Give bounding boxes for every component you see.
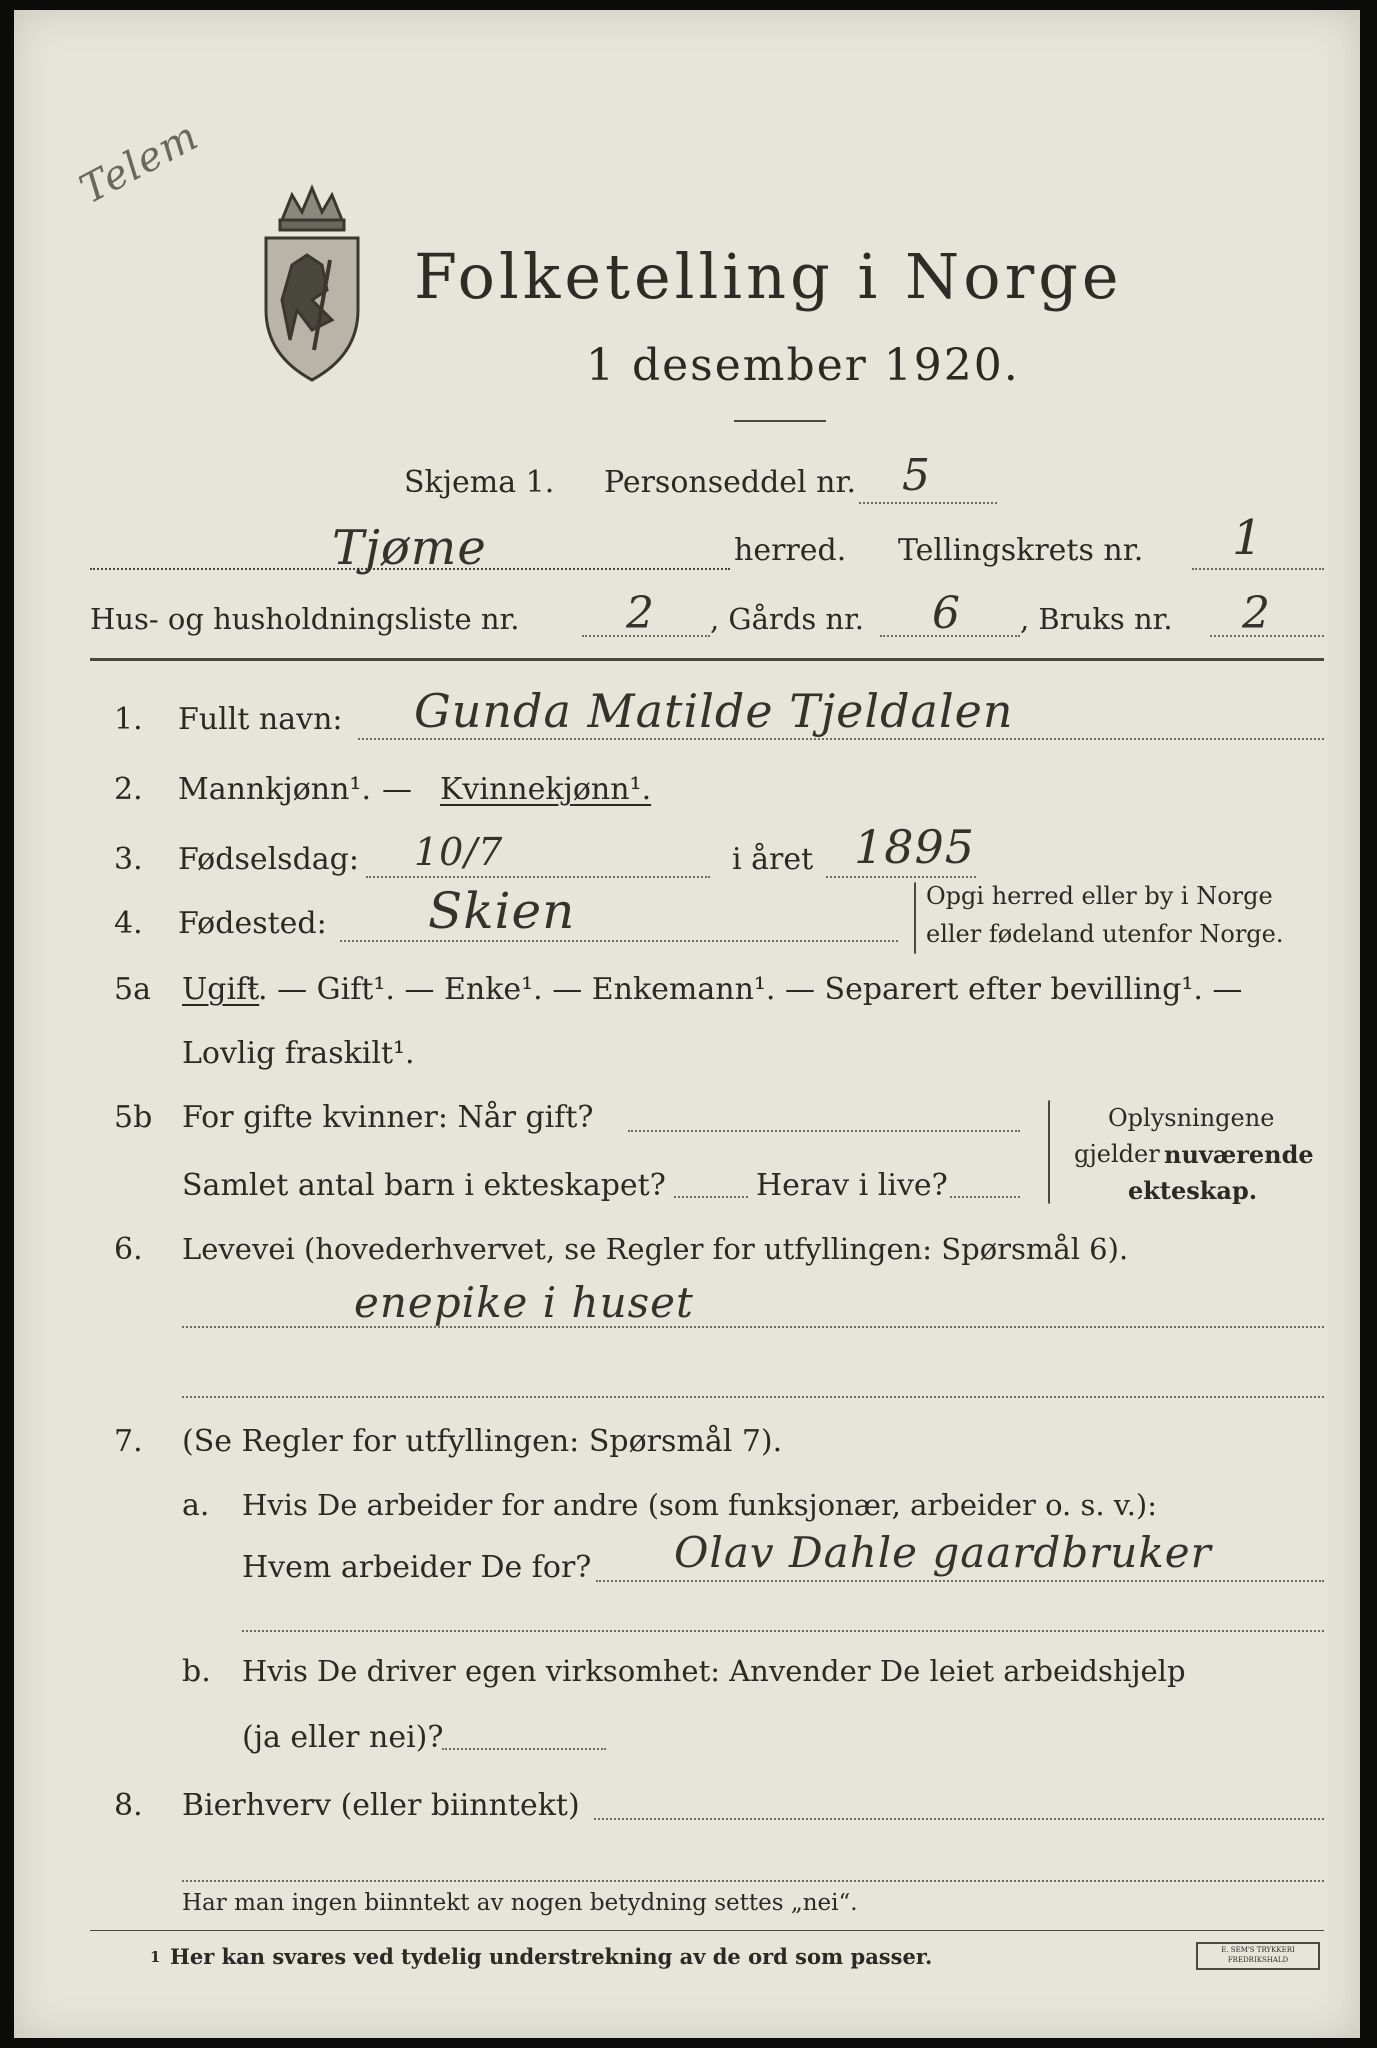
herred-label: herred. [734, 533, 847, 568]
bruks-label: , Bruks nr. [1020, 602, 1173, 636]
q6-label: Levevei (hovederhvervet, se Regler for utfyllingen: Spørsmål 6). [182, 1232, 1129, 1266]
q4-number: 4. [114, 906, 143, 941]
q7a-field-line [596, 1580, 1324, 1582]
q5b-note-line2b: nuværende [1164, 1140, 1314, 1169]
q7-label: (Se Regler for utfyllingen: Spørsmål 7). [182, 1424, 783, 1459]
q5b-when-married: For gifte kvinner: Når gift? [182, 1100, 594, 1135]
q7a-field-line-2 [242, 1630, 1324, 1632]
q5a-line2: Lovlig fraskilt¹. [182, 1036, 415, 1071]
form-title: Folketelling i Norge [414, 240, 1123, 313]
q5b-children-total: Samlet antal barn i ekteskapet? [182, 1168, 666, 1203]
q8-field-line [594, 1818, 1324, 1820]
gards-label: , Gårds nr. [710, 602, 864, 636]
q4-note-line2: eller fødeland utenfor Norge. [926, 920, 1284, 948]
q4-birthplace-value: Skien [428, 882, 576, 940]
q5b-number: 5b [114, 1100, 153, 1135]
q7a-employer-value: Olav Dahle gaardbruker [674, 1528, 1212, 1577]
header-divider [90, 658, 1324, 661]
bruks-value: 2 [1242, 588, 1271, 639]
q7a-line1: Hvis De arbeider for andre (som funksjonær, arbeider o. s. v.): [242, 1488, 1158, 1522]
q5a-ugift-option: Ugift [182, 972, 260, 1007]
footnote-divider [90, 1930, 1324, 1931]
title-divider [734, 420, 826, 422]
q5b-note-line3: ekteskap. [1128, 1176, 1258, 1205]
herred-value: Tjøme [332, 520, 487, 576]
q7b-line1: Hvis De driver egen virksomhet: Anvender De leiet arbeidshjelp [242, 1654, 1186, 1688]
q7b-letter: b. [182, 1654, 211, 1689]
q4-note-brace [914, 882, 916, 954]
q5b-note-line2a: gjelder [1074, 1140, 1160, 1168]
q5b-alive-field-line [950, 1196, 1020, 1198]
hus-label: Hus- og husholdningsliste nr. [90, 602, 520, 636]
personseddel-label: Personseddel nr. [604, 465, 857, 500]
q1-full-name-value: Gunda Matilde Tjeldalen [414, 684, 1014, 738]
q3-birthday-value: 10/7 [414, 830, 504, 874]
q3-year-field-line [826, 876, 976, 878]
q3-year-value: 1895 [854, 820, 976, 874]
q3-year-label: i året [732, 842, 814, 877]
q8-label: Bierhverv (eller biinntekt) [182, 1788, 580, 1823]
q6-field-line-2 [182, 1396, 1324, 1398]
tellingskrets-value: 1 [1232, 510, 1264, 566]
printer-stamp: E. SEM'S TRYKKERI FREDRIKSHALD [1196, 1942, 1320, 1970]
q7b-field-line [442, 1748, 606, 1750]
q6-occupation-value: enepike i huset [354, 1278, 694, 1327]
q5a-number: 5a [114, 972, 151, 1007]
coat-of-arms-icon [252, 180, 372, 390]
q5b-note-brace [1048, 1100, 1050, 1204]
q3-number: 3. [114, 842, 143, 877]
footnote-mark: 1 [150, 1948, 161, 1966]
footer-note: Har man ingen biinntekt av nogen betydning settes „nei“. [182, 1890, 858, 1916]
q5a-other-options: ¹. — Gift¹. — Enke¹. — Enkemann¹. — Separert efter bevilling¹. — [246, 972, 1243, 1007]
margin-note: Telem [72, 112, 207, 214]
personseddel-field-line [859, 502, 997, 504]
footnote-text: Her kan svares ved tydelig understrekning av de ord som passer. [170, 1944, 933, 1969]
q1-number: 1. [114, 702, 143, 737]
q2-male-option: Mannkjønn¹. [178, 772, 371, 807]
q7a-line2: Hvem arbeider De for? [242, 1550, 592, 1585]
q7-number: 7. [114, 1424, 143, 1459]
q7b-line2: (ja eller nei)? [242, 1720, 444, 1755]
tellingskrets-label: Tellingskrets nr. [898, 533, 1144, 568]
q3-day-field-line [366, 876, 710, 878]
hus-value: 2 [626, 588, 655, 639]
q2-number: 2. [114, 772, 143, 807]
q8-number: 8. [114, 1788, 143, 1823]
q7a-letter: a. [182, 1488, 210, 1523]
q5b-children-alive: Herav i live? [756, 1168, 948, 1203]
q2-female-option: Kvinnekjønn¹. [440, 772, 652, 807]
personseddel-value: 5 [902, 450, 931, 501]
census-form-page [14, 10, 1360, 2038]
skjema-label: Skjema 1. [404, 465, 555, 500]
q1-label: Fullt navn: [178, 702, 343, 737]
q5b-when-field-line [628, 1130, 1020, 1132]
q8-field-line-2 [182, 1880, 1324, 1882]
q6-number: 6. [114, 1232, 143, 1267]
q4-note-line1: Opgi herred eller by i Norge [926, 882, 1273, 910]
q4-field-line [340, 940, 898, 942]
q2-separator: — [382, 772, 412, 807]
q1-field-line [358, 738, 1324, 740]
q4-label: Fødested: [178, 906, 327, 941]
gards-value: 6 [932, 588, 961, 639]
q5b-children-field-line [674, 1196, 748, 1198]
census-date: 1 desember 1920. [586, 340, 1020, 391]
q3-label: Fødselsdag: [178, 842, 359, 877]
q5b-note-line1: Oplysningene [1108, 1104, 1275, 1132]
tellingskrets-field-line [1192, 568, 1324, 570]
